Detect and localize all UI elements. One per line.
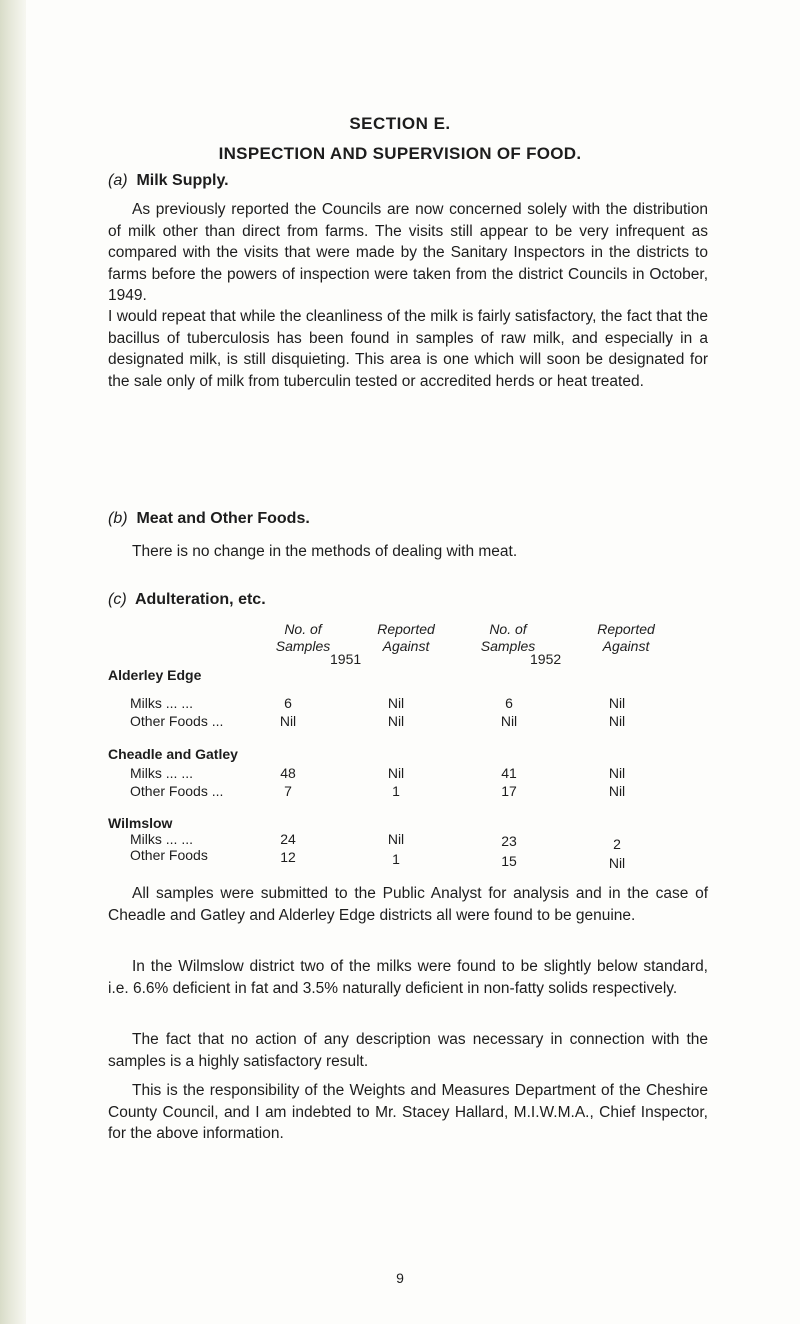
table-cell: Nil	[608, 695, 626, 711]
section-title: SECTION E.	[349, 114, 451, 133]
table-cell: 6	[284, 695, 292, 711]
year-1952: 1952	[530, 651, 562, 667]
page-number: 9	[396, 1270, 404, 1286]
table-cell: Nil	[387, 831, 405, 847]
table-cell: Nil	[608, 713, 626, 729]
row-label: Other Foods	[130, 847, 208, 863]
main-heading: INSPECTION AND SUPERVISION OF FOOD.	[218, 144, 582, 163]
milk-paragraph-1: As previously reported the Councils are now concerned solely with the distribution of milk other than direct from farms. The visits still appear to be very infrequent as compared with the visits that were made by the Sanitary Inspectors in the districts to farms before the powers of inspection were taken from the district Councils in October, 1949.	[108, 201, 708, 305]
table-cell: 7	[284, 783, 292, 799]
table-cell: 48	[280, 765, 296, 781]
adulteration-paragraph-1: All samples were submitted to the Public Analyst for analysis and in the case of Cheadle and Gatley and Alderley Edge districts all were found to be genuine.	[108, 885, 708, 924]
milk-supply-heading	[108, 172, 229, 190]
milk-paragraph-2: I would repeat that while the cleanliness of the milk is fairly satisfactory, the fact that the bacillus of tuberculosis has been found in samples of raw milk, and especially in a designated milk, is still disquieting. This area is one which will soon be designated for the sale only of milk from tuberculin tested or accredited herds or heat treated.	[108, 308, 708, 390]
table-cell: 24	[280, 831, 296, 847]
table-cell: Nil	[387, 713, 405, 729]
row-label: Milks ... ...	[130, 765, 193, 781]
adulteration-heading	[108, 591, 266, 609]
table-cell: 1	[392, 783, 400, 799]
row-label: Other Foods ...	[130, 783, 224, 799]
table-cell: 15	[501, 853, 517, 869]
adulteration-paragraph-2: In the Wilmslow district two of the milks were found to be slightly below standard, i.e. 6.6% deficient in fat and 3.5% naturally deficient in non-fatty solids respectively.	[108, 958, 708, 997]
row-label: Other Foods ...	[130, 713, 224, 729]
adulteration-paragraph-4: This is the responsibility of the Weights and Measures Department of the Cheshire County Council, and I am indebted to Mr. Stacey Hallard, M.I.W.M.A., Chief Inspector, for the above information.	[108, 1082, 708, 1143]
group-alderley-edge: Alderley Edge	[108, 667, 202, 683]
table-cell: 6	[505, 695, 513, 711]
header-no-of-samples-1952: No. of Samples	[480, 621, 536, 654]
table-cell: Nil	[279, 713, 297, 729]
header-reported-against-1951: Reported Against	[377, 621, 435, 654]
table-cell: Nil	[608, 855, 626, 871]
header-reported-against-1952: Reported Against	[597, 621, 655, 654]
page-edge-shading	[0, 0, 26, 1324]
adulteration-title: Adulteration, etc.	[134, 591, 266, 608]
table-cell: 12	[280, 849, 296, 865]
milk-supply-title: Milk Supply.	[136, 172, 229, 189]
row-label: Milks ... ...	[130, 831, 193, 847]
table-cell: Nil	[608, 765, 626, 781]
table-cell: 41	[501, 765, 517, 781]
table-cell: 17	[501, 783, 517, 799]
milk-supply-letter: (a)	[108, 172, 128, 189]
table-cell: Nil	[608, 783, 626, 799]
group-cheadle-and-gatley: Cheadle and Gatley	[108, 746, 238, 762]
group-wilmslow: Wilmslow	[108, 815, 173, 831]
adulteration-letter: (c)	[108, 591, 127, 608]
meat-paragraph: There is no change in the methods of dealing with meat.	[132, 543, 518, 560]
table-cell: Nil	[387, 695, 405, 711]
table-cell: Nil	[387, 765, 405, 781]
meat-heading	[108, 510, 310, 528]
table-cell: 2	[613, 836, 621, 852]
row-label: Milks ... ...	[130, 695, 193, 711]
table-cell: Nil	[500, 713, 518, 729]
table-cell: 23	[501, 833, 517, 849]
year-1951: 1951	[330, 651, 362, 667]
table-cell: 1	[392, 851, 400, 867]
meat-letter: (b)	[108, 510, 128, 527]
header-no-of-samples-1951: No. of Samples	[275, 621, 331, 654]
meat-title: Meat and Other Foods.	[136, 510, 310, 527]
adulteration-paragraph-3: The fact that no action of any description was necessary in connection with the samples is a highly satisfactory result.	[108, 1031, 708, 1070]
